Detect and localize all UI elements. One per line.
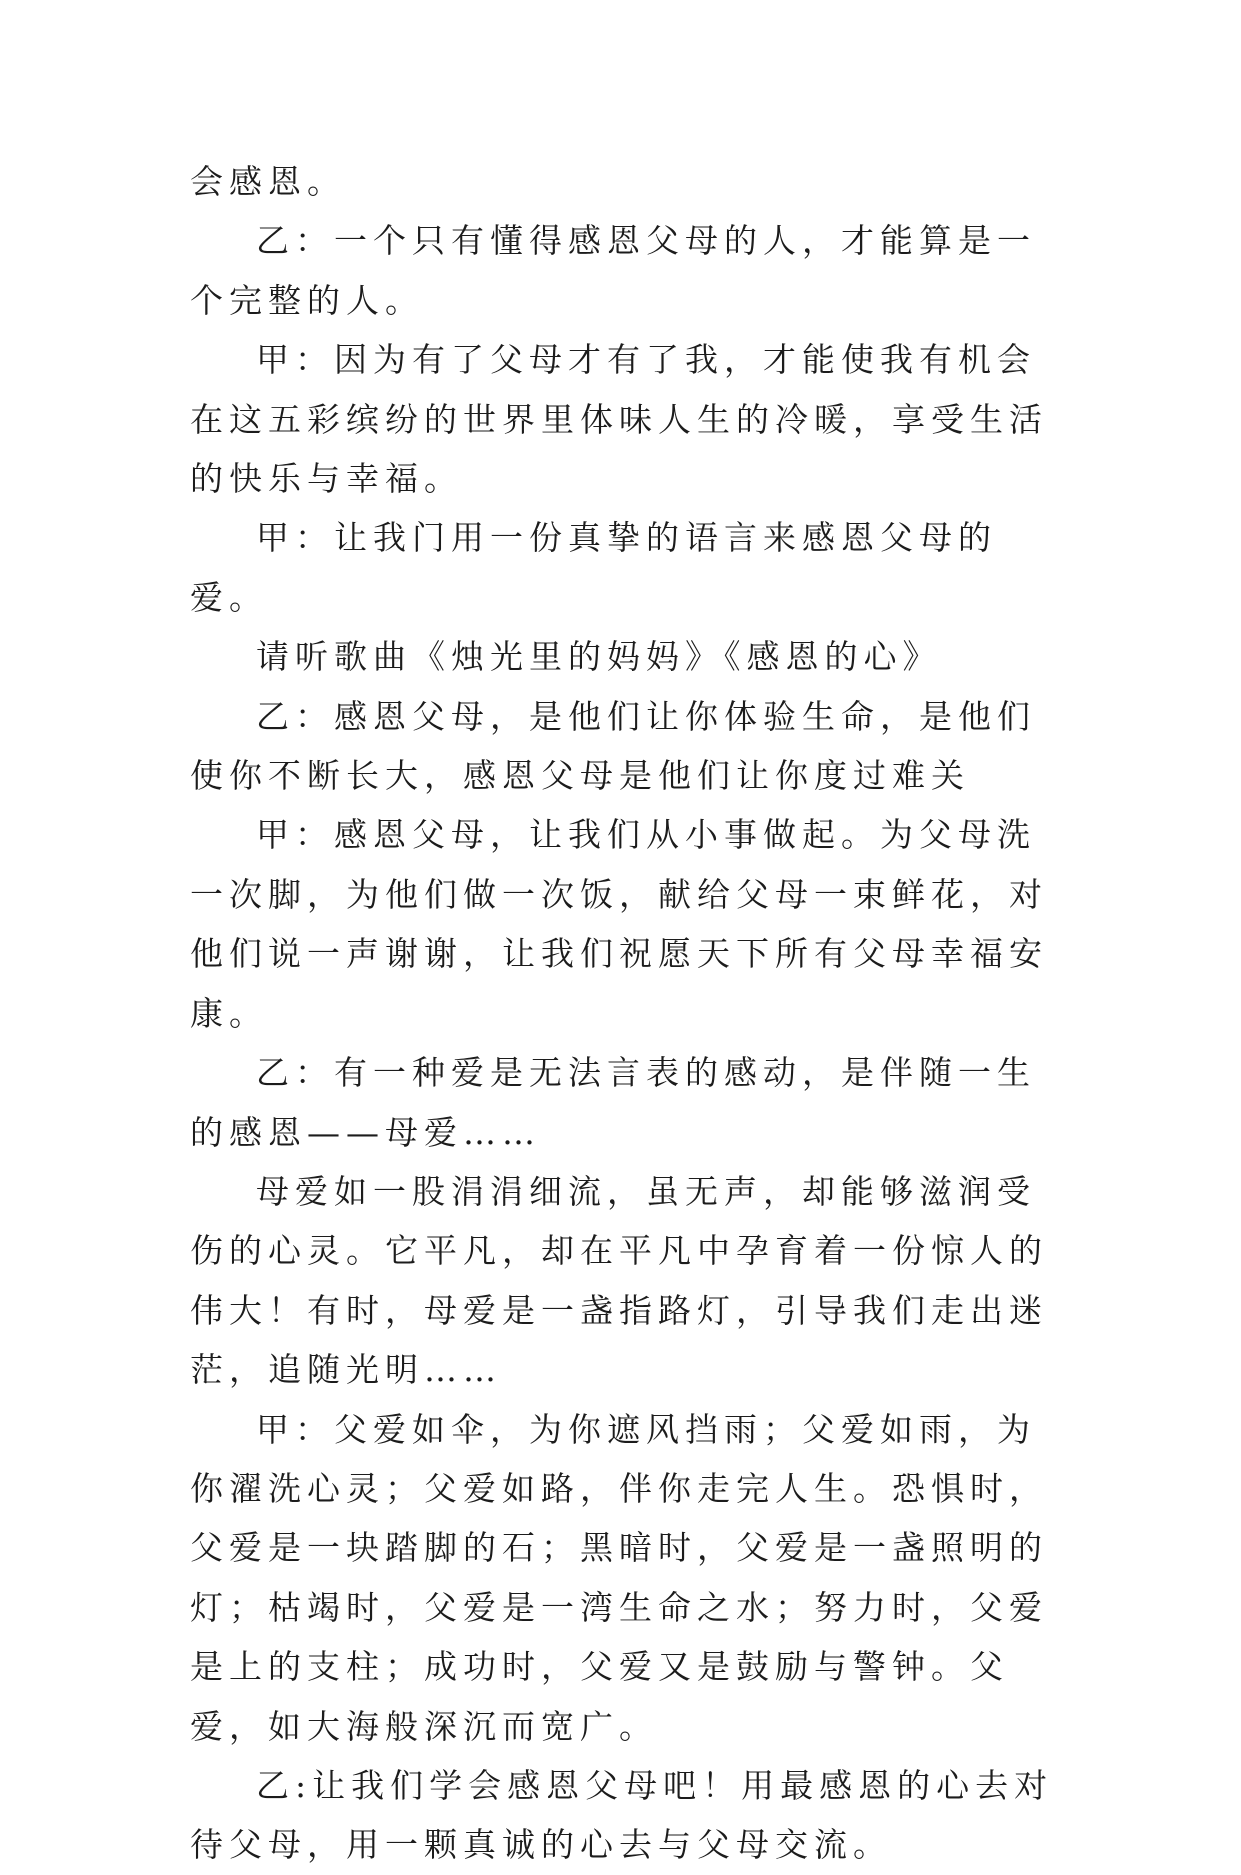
paragraph: 乙:让我们学会感恩父母吧！用最感恩的心去对待父母，用一颗真诚的心去与父母交流。 bbox=[190, 1765, 1054, 1865]
paragraph: 乙：有一种爱是无法言表的感动，是伴随一生的感恩——母爱…… bbox=[190, 1053, 1036, 1152]
document-body bbox=[190, 152, 1070, 1875]
paragraph: 甲：因为有了父母才有了我，才能使我有机会在这五彩缤纷的世界里体味人生的冷暖，享受生活的快乐与幸福。 bbox=[190, 340, 1048, 499]
paragraph: 乙：一个只有懂得感恩父母的人，才能算是一个完整的人。 bbox=[190, 221, 1036, 320]
paragraph: 请听歌曲《烛光里的妈妈》《感恩的心》 bbox=[256, 637, 942, 677]
paragraph: 甲：父爱如伞，为你遮风挡雨；父爱如雨，为你濯洗心灵；父爱如路，伴你走完人生。恐惧时，父爱是一块踏脚的石；黑暗时，父爱是一盏照明的灯；枯竭时，父爱是一湾生命之水；努力时，父爱是上的支柱；成功时，父爱又是鼓励与警钟。父爱，如大海般深沉而宽广。 bbox=[190, 1409, 1048, 1746]
paragraph: 母爱如一股涓涓细流，虽无声，却能够滋润受伤的心灵。它平凡，却在平凡中孕育着一份惊人的伟大！有时，母爱是一盏指路灯，引导我们走出迷茫，追随光明…… bbox=[190, 1171, 1048, 1390]
paragraph: 甲：让我门用一份真挚的语言来感恩父母的爱。 bbox=[190, 518, 997, 617]
paragraph: 乙：感恩父母，是他们让你体验生命，是他们使你不断长大，感恩父母是他们让你度过难关 bbox=[190, 696, 1036, 796]
paragraph: 会感恩。 bbox=[190, 162, 346, 201]
paragraph: 甲：感恩父母，让我们从小事做起。为父母洗一次脚，为他们做一次饭，献给父母一束鲜花，对他们说一声谢谢，让我们祝愿天下所有父母幸福安康。 bbox=[190, 815, 1048, 1033]
